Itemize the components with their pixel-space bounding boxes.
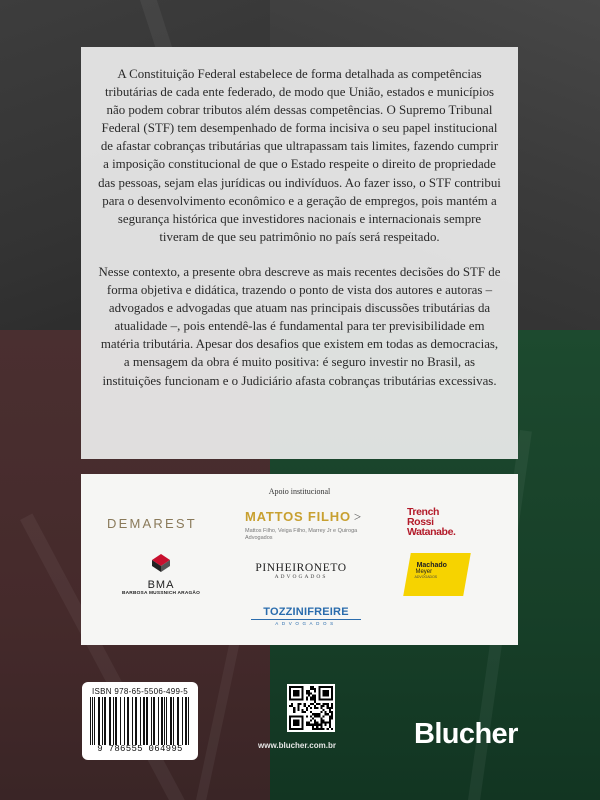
meyer-name: Meyer — [415, 569, 433, 575]
pinheiro-neto-logo — [245, 562, 357, 580]
publisher-website: www.blucher.com.br — [258, 741, 336, 750]
trench-line-2: Rossi — [407, 516, 434, 528]
tozzini-freire-logo — [251, 606, 361, 626]
sponsors-panel — [81, 474, 518, 645]
trench-line-3: Watanabe. — [407, 526, 456, 538]
isbn-text: ISBN 978-65-5506-499-5 — [92, 687, 188, 696]
barcode-bars — [89, 697, 191, 745]
pinheiro-neto-subtitle: ADVOGADOS — [274, 574, 328, 580]
trench-rossi-watanabe-logo — [407, 507, 456, 537]
chevron-right-icon: > — [353, 509, 362, 524]
mattos-filho-name: MATTOS FILHO — [245, 509, 351, 524]
barcode — [82, 682, 198, 760]
machado-meyer-logo — [403, 553, 471, 596]
qr-code — [287, 684, 335, 732]
synopsis-paragraph-2: Nesse contexto, a presente obra descreve as mais recentes decisões do STF de forma objetiva e didática, trazendo o ponto de vista dos autores e autoras – advogados e advogadas que atuam nas principais discussões tributárias da atualidade –, pois entendê-las é fundamental para ter previsibilidade em matéria tributária. Apesar dos desafios que existem em todas as democracias, a mensagem da obra é muito positiva: é seguro investir no Brasil, as instituições funcionam e o Judiciário afasta cobranças tributárias excessivas. — [98, 264, 501, 388]
machado-name: Machado — [416, 562, 447, 569]
sponsors-title: Apoio institucional — [268, 487, 331, 496]
machado-subtitle: ADVOGADOS — [414, 575, 438, 579]
synopsis-panel — [81, 47, 518, 459]
tozzini-freire-name: TOZZINIFREIRE — [263, 606, 349, 618]
bma-fullname: BARBOSA MUSSNICH ARAGÃO — [121, 591, 201, 596]
trench-line-1: Trench — [407, 506, 440, 518]
demarest-logo: DEMAREST — [107, 516, 197, 531]
bma-logo — [111, 554, 211, 596]
tozzini-freire-subtitle: ADVOGADOS — [251, 619, 361, 626]
bma-mark-icon — [152, 554, 170, 572]
publisher-logo: Blucher — [414, 718, 518, 750]
barcode-number: 9 786555 064995 — [97, 744, 183, 754]
pinheiro-neto-name: PINHEIRONETO — [255, 562, 347, 574]
synopsis-paragraph-1: A Constituição Federal estabelece de forma detalhada as competências tributárias de cada ente federado, de modo que União, estados e municípios não podem cobrar tributos além dessas competências. O Supremo Tribunal Federal (STF) tem desempenhado de forma incisiva o seu papel institucional de afastar cobranças tributárias que ultrapassam tais limites, fazendo cumprir a imposição constitucional de que o Estado respeite o direito de propriedade das pessoas, sejam elas jurídicas ou indivíduos. Ao fazer isso, o STF contribui para o desenvolvimento econômico e a geração de empregos, pois mantém a segurança histórica que investidores nacionais e internacionais sempre tiveram de que seu patrimônio no país será respeitado. — [98, 67, 501, 244]
bma-name: BMA — [147, 579, 175, 591]
mattos-filho-logo — [245, 508, 365, 542]
mattos-filho-subtitle: Mattos Filho, Veiga Filho, Marrey Jr e Quiroga Advogados — [245, 528, 358, 541]
